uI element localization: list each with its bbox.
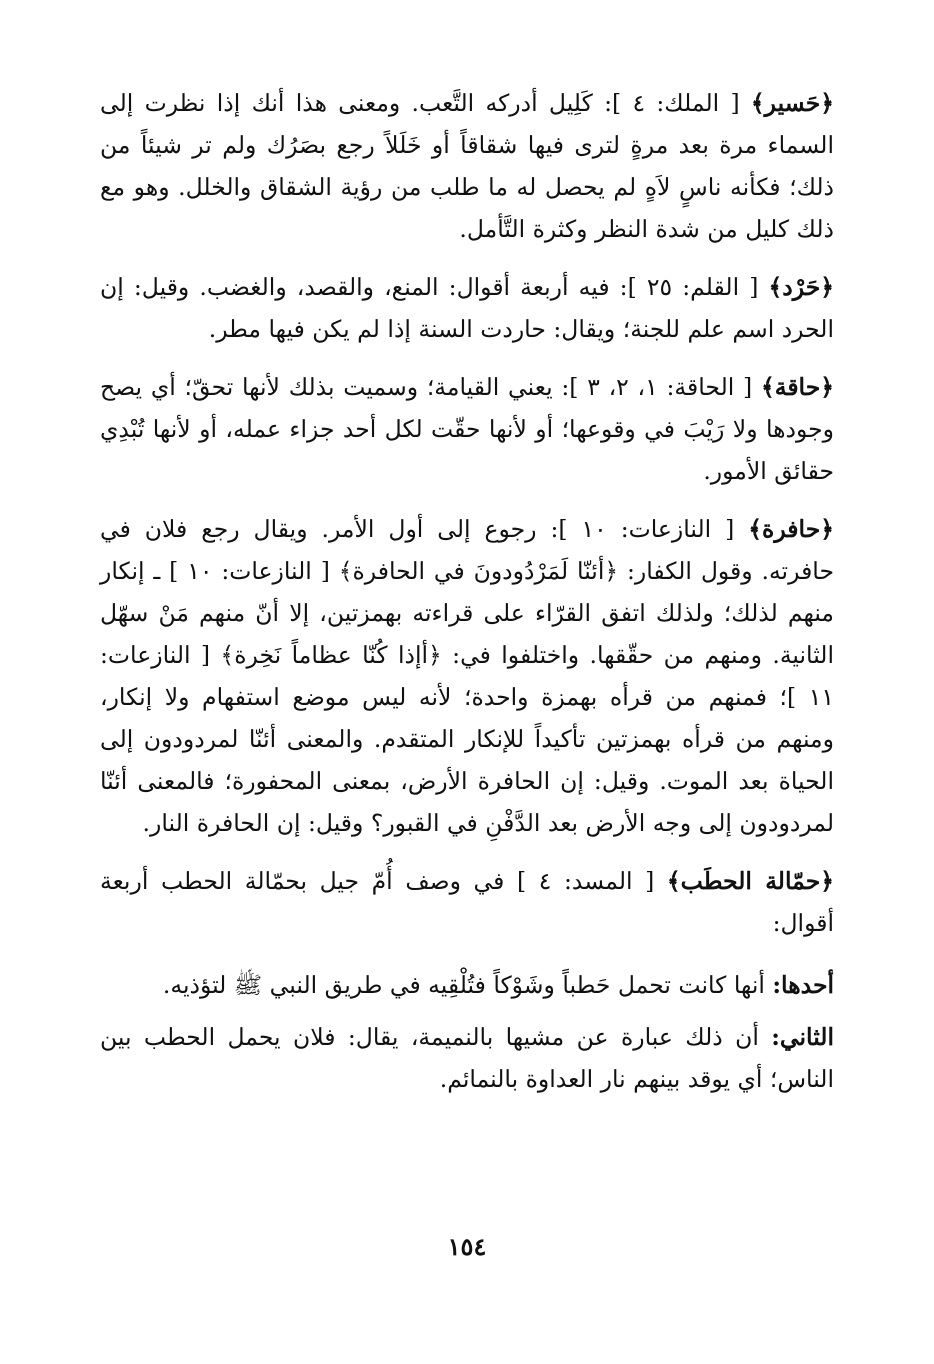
- entry-text: [ النازعات: ١٠ ]: رجوع إلى أول الأمر. ويقال رجع فلان في حافرته. وقول الكفار: ﴿أئنّا لَمَرْدُودونَ في الحافرة﴾ [ النازعات: ١٠ ] ـ إنكار منهم لذلك؛ ولذلك اتفق القرّاء على قراءته بهمزتين، إلا أنّ منهم مَنْ سهّل الثانية. ومنهم من حقّقها. واختلفوا في: ﴿أإذا كُنّا عظاماً نَخِرة﴾ [ النازعات: ١١ ]؛ فمنهم من قرأه بهمزة واحدة؛ لأنه ليس موضع استفهام ولا إنكار، ومنهم من قرأه بهمزتين تأكيداً للإنكار المتقدم. والمعنى أئنّا لمردودون إلى الحياة بعد الموت. وقيل: إن الحافرة الأرض، بمعنى المحفورة؛ فالمعنى أئنّا لمردودون إلى وجه الأرض بعد الدَّفْنِ في القبور؟ وقيل: إن الحافرة النار.: [100, 515, 834, 837]
- entry-hard: [100, 266, 834, 350]
- entry-hafira: [100, 508, 834, 844]
- entry-term: ﴿حاقة﴾: [760, 373, 835, 401]
- entry-term: ﴿حمّالة الحطَب﴾: [666, 867, 835, 895]
- entry-term: ﴿حَرْد﴾: [768, 273, 834, 301]
- entry-hasir: [100, 82, 834, 250]
- entry-text: [ الملك: ٤ ]: كَلِيل أدركه التَّعب. ومعنى هذا أنك إذا نظرت إلى السماء مرة بعد مرةٍ لترى فيها شقاقاً أو خَلَلاً رجع بصَرُك ولم تر شيئاً من ذلك؛ فكأنه ناسٍ لاَهٍ لم يحصل له ما طلب من رؤية الشقاق والخلل. وهو مع ذلك كليل من شدة النظر وكثرة التَّأمل.: [100, 89, 834, 243]
- sub-entry-lead: أحدها:: [772, 971, 834, 999]
- entry-text: [ الحاقة: ١، ٢، ٣ ]: يعني القيامة؛ وسميت بذلك لأنها تحقّ؛ أي يصح وجودها ولا رَيْبَ في وقوعها؛ أو لأنها حقّت لكل أحد جزاء عمله، أو لأنها تُبْدِي حقائق الأمور.: [100, 373, 834, 485]
- entry-text: [ القلم: ٢٥ ]: فيه أربعة أقوال: المنع، والقصد، والغضب. وقيل: إن الحرد اسم علم للجنة؛ ويقال: حاردت السنة إذا لم يكن فيها مطر.: [100, 273, 834, 343]
- page-number: ١٥٤: [447, 1232, 487, 1261]
- sub-entry-first: [100, 964, 834, 1006]
- sub-entry-lead: الثاني:: [771, 1023, 834, 1051]
- sub-entry-text: أنها كانت تحمل حَطباً وشَوْكاً فتُلْقِيه في طريق النبي ﷺ لتؤذيه.: [162, 971, 773, 999]
- entry-term: ﴿حَسير﴾: [750, 89, 834, 117]
- page-body: [100, 82, 834, 1274]
- sub-entry-text: أن ذلك عبارة عن مشيها بالنميمة، يقال: فلان يحمل الحطب بين الناس؛ أي يوقد بينهم نار العداوة بالنمائم.: [100, 1023, 834, 1093]
- entry-hammalat-al-hatab: [100, 860, 834, 944]
- entry-haqqa: [100, 366, 834, 492]
- entry-text: [ المسد: ٤ ] في وصف أُمّ جيل بحمّالة الحطب أربعة أقوال:: [100, 867, 834, 937]
- entry-term: ﴿حافرة﴾: [748, 515, 834, 543]
- sub-entry-second: [100, 1016, 834, 1100]
